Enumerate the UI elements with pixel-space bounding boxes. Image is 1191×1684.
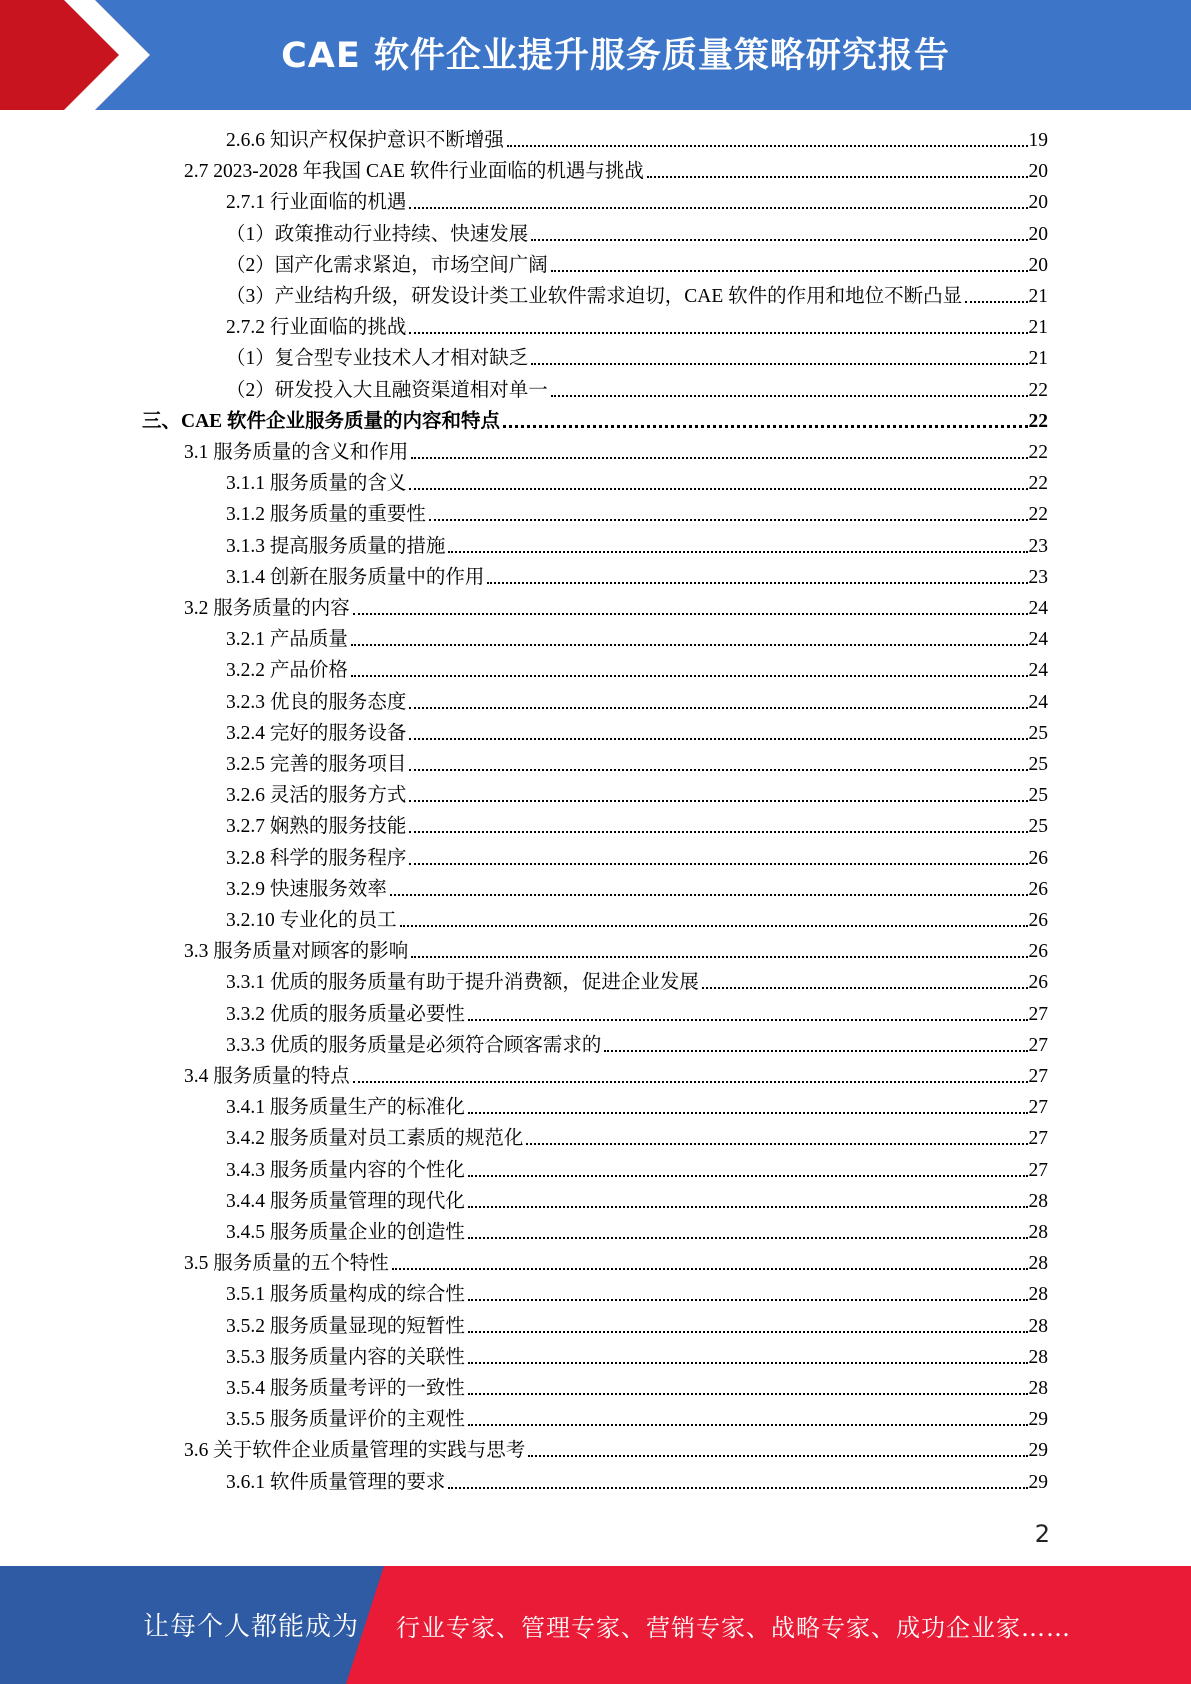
toc-entry[interactable] bbox=[184, 938, 1048, 966]
toc-entry-title: 3.2.2 产品价格 bbox=[226, 660, 348, 682]
toc-entry-page: 23 bbox=[1028, 535, 1048, 557]
toc-dot-leader bbox=[503, 424, 1027, 428]
toc-entry-page: 27 bbox=[1028, 1159, 1048, 1181]
toc-entry[interactable] bbox=[226, 221, 1048, 249]
toc-entry-title: 3.2.9 快速服务效率 bbox=[226, 878, 387, 900]
toc-dot-leader bbox=[392, 1267, 1028, 1270]
toc-entry-title: 2.6.6 知识产权保护意识不断增强 bbox=[226, 130, 504, 151]
toc-entry[interactable] bbox=[184, 595, 1048, 623]
toc-entry-page: 24 bbox=[1028, 691, 1048, 713]
toc-dot-leader bbox=[411, 456, 1027, 459]
page-footer bbox=[0, 1566, 1191, 1684]
toc-entry[interactable] bbox=[226, 689, 1048, 717]
toc-entry-page: 28 bbox=[1028, 1315, 1048, 1337]
toc-entry[interactable] bbox=[226, 127, 1048, 155]
toc-dot-leader bbox=[409, 799, 1027, 802]
toc-dot-leader bbox=[551, 394, 1028, 397]
toc-entry-page: 29 bbox=[1028, 1409, 1048, 1431]
toc-entry[interactable] bbox=[226, 1281, 1048, 1309]
toc-dot-leader bbox=[468, 1236, 1028, 1239]
toc-entry-title: 三、CAE 软件企业服务质量的内容和特点 bbox=[142, 410, 501, 432]
toc-entry[interactable] bbox=[142, 408, 1048, 436]
toc-entry-title: 3.2.8 科学的服务程序 bbox=[226, 847, 407, 869]
toc-entry-title: 3.6.1 软件质量管理的要求 bbox=[226, 1471, 446, 1493]
toc-entry-title: 3.2 服务质量的内容 bbox=[184, 598, 350, 619]
toc-entry[interactable] bbox=[226, 657, 1048, 685]
toc-entry-title: 3.3 服务质量对顾客的影响 bbox=[184, 941, 409, 963]
toc-entry[interactable] bbox=[226, 907, 1048, 935]
toc-entry[interactable] bbox=[226, 751, 1048, 779]
toc-entry-page: 25 bbox=[1028, 754, 1048, 775]
toc-entry-page: 27 bbox=[1028, 1128, 1048, 1150]
toc-entry-page: 24 bbox=[1028, 660, 1048, 682]
toc-entry[interactable] bbox=[226, 189, 1048, 217]
toc-entry-title: 2.7.1 行业面临的机遇 bbox=[226, 192, 407, 214]
toc-entry[interactable] bbox=[226, 564, 1048, 592]
toc-entry-page: 20 bbox=[1028, 161, 1048, 183]
toc-dot-leader bbox=[409, 706, 1027, 709]
toc-entry-page: 20 bbox=[1028, 254, 1048, 276]
toc-entry[interactable] bbox=[226, 501, 1048, 529]
toc-entry[interactable] bbox=[226, 813, 1048, 841]
toc-dot-leader bbox=[468, 1392, 1028, 1395]
toc-entry-title: 3.2.1 产品质量 bbox=[226, 629, 348, 651]
toc-entry-title: 3.1.3 提高服务质量的措施 bbox=[226, 535, 446, 557]
toc-entry-title: 3.2.4 完好的服务设备 bbox=[226, 722, 407, 744]
report-title: CAE 软件企业提升服务质量策略研究报告 bbox=[281, 36, 950, 76]
toc-dot-leader bbox=[409, 830, 1027, 833]
toc-dot-leader bbox=[409, 331, 1027, 334]
toc-entry[interactable] bbox=[226, 377, 1048, 405]
toc-entry-title: 3.5.3 服务质量内容的关联性 bbox=[226, 1346, 465, 1368]
toc-entry-page: 22 bbox=[1028, 504, 1048, 526]
toc-entry[interactable] bbox=[226, 1375, 1048, 1403]
toc-entry-title: （2）国产化需求紧迫，市场空间广阔 bbox=[226, 254, 548, 276]
toc-entry-page: 28 bbox=[1028, 1378, 1048, 1399]
toc-dot-leader bbox=[468, 1174, 1028, 1177]
toc-entry-title: 3.2.6 灵活的服务方式 bbox=[226, 785, 407, 807]
toc-dot-leader bbox=[468, 1018, 1028, 1021]
toc-entry-title: 3.5.4 服务质量考评的一致性 bbox=[226, 1378, 465, 1399]
toc-dot-leader bbox=[409, 206, 1027, 209]
toc-dot-leader bbox=[468, 1298, 1028, 1301]
toc-entry-page: 29 bbox=[1028, 1471, 1048, 1493]
toc-entry[interactable] bbox=[226, 470, 1048, 498]
toc-entry-page: 22 bbox=[1028, 410, 1048, 432]
toc-dot-leader bbox=[353, 1080, 1028, 1083]
toc-entry-title: 3.1.2 服务质量的重要性 bbox=[226, 504, 426, 526]
toc-entry[interactable] bbox=[226, 314, 1048, 342]
toc-entry-title: 3.5.1 服务质量构成的综合性 bbox=[226, 1284, 465, 1306]
toc-dot-leader bbox=[351, 674, 1028, 677]
toc-entry-page: 25 bbox=[1028, 816, 1048, 838]
toc-entry-page: 22 bbox=[1028, 379, 1048, 401]
toc-entry-page: 22 bbox=[1028, 473, 1048, 495]
toc-entry-page: 26 bbox=[1028, 941, 1048, 963]
toc-entry[interactable] bbox=[226, 626, 1048, 654]
toc-entry[interactable] bbox=[226, 1313, 1048, 1341]
toc-entry[interactable] bbox=[226, 345, 1048, 373]
toc-entry[interactable] bbox=[226, 720, 1048, 748]
toc-entry-page: 20 bbox=[1028, 223, 1048, 245]
toc-entry[interactable] bbox=[226, 1001, 1048, 1029]
page-header bbox=[0, 0, 1191, 110]
toc-entry[interactable] bbox=[226, 533, 1048, 561]
toc-entry-title: 3.4.5 服务质量企业的创造性 bbox=[226, 1222, 465, 1243]
toc-entry-page: 28 bbox=[1028, 1222, 1048, 1243]
toc-entry[interactable] bbox=[226, 969, 1048, 997]
toc-entry-title: 3.2.5 完善的服务项目 bbox=[226, 754, 407, 775]
toc-entry-title: 3.2.7 娴熟的服务技能 bbox=[226, 816, 407, 838]
toc-entry-page: 26 bbox=[1028, 910, 1048, 931]
toc-entry-title: 3.1.1 服务质量的含义 bbox=[226, 473, 407, 495]
toc-dot-leader bbox=[409, 737, 1027, 740]
toc-dot-leader bbox=[468, 1361, 1028, 1364]
toc-entry-page: 26 bbox=[1028, 878, 1048, 900]
toc-entry-title: 2.7.2 行业面临的挑战 bbox=[226, 317, 407, 339]
toc-dot-leader bbox=[351, 643, 1028, 646]
toc-entry-page: 27 bbox=[1028, 1066, 1048, 1087]
toc-entry[interactable] bbox=[226, 1219, 1048, 1247]
toc-dot-leader bbox=[507, 144, 1028, 147]
toc-entry-page: 24 bbox=[1028, 598, 1048, 619]
toc-entry-page: 23 bbox=[1028, 566, 1048, 588]
toc-entry[interactable] bbox=[226, 1344, 1048, 1372]
toc-dot-leader bbox=[468, 1423, 1028, 1426]
toc-entry-page: 28 bbox=[1028, 1346, 1048, 1368]
toc-dot-leader bbox=[468, 1111, 1028, 1114]
toc-dot-leader bbox=[528, 1454, 1027, 1457]
toc-entry[interactable] bbox=[184, 439, 1048, 467]
toc-entry[interactable] bbox=[226, 1032, 1048, 1060]
toc-entry-title: 3.3.3 优质的服务质量是必须符合顾客需求的 bbox=[226, 1034, 602, 1056]
toc-entry-title: 3.4.4 服务质量管理的现代化 bbox=[226, 1190, 465, 1212]
toc-dot-leader bbox=[448, 550, 1027, 553]
toc-dot-leader bbox=[468, 1205, 1028, 1208]
toc-entry-title: （2）研发投入大且融资渠道相对单一 bbox=[226, 379, 548, 401]
toc-entry-page: 28 bbox=[1028, 1253, 1048, 1275]
toc-entry-title: （1）复合型专业技术人才相对缺乏 bbox=[226, 348, 529, 370]
toc-dot-leader bbox=[411, 955, 1027, 958]
toc-dot-leader bbox=[468, 1330, 1028, 1333]
toc-entry[interactable] bbox=[226, 1125, 1048, 1153]
toc-entry-title: （3）产业结构升级，研发设计类工业软件需求迫切，CAE 软件的作用和地位不断凸显 bbox=[226, 286, 963, 307]
toc-entry-page: 21 bbox=[1028, 317, 1048, 339]
toc-entry-title: 3.3.2 优质的服务质量必要性 bbox=[226, 1003, 465, 1025]
toc-dot-leader bbox=[526, 1142, 1027, 1145]
toc-entry-title: 3.6 关于软件企业质量管理的实践与思考 bbox=[184, 1440, 526, 1462]
toc-entry-title: 3.3.1 优质的服务质量有助于提升消费额，促进企业发展 bbox=[226, 972, 699, 994]
toc-entry[interactable] bbox=[226, 1188, 1048, 1216]
toc-dot-leader bbox=[448, 1486, 1027, 1489]
footer-slogan-left: 让每个人都能成为 bbox=[143, 1612, 360, 1642]
toc-entry-page: 21 bbox=[1028, 348, 1048, 370]
toc-entry[interactable] bbox=[226, 845, 1048, 873]
toc-dot-leader bbox=[647, 175, 1028, 178]
toc-dot-leader bbox=[551, 269, 1028, 272]
toc-dot-leader bbox=[531, 238, 1027, 241]
toc-entry-title: （1）政策推动行业持续、快速发展 bbox=[226, 223, 529, 245]
toc-entry-title: 3.4.3 服务质量内容的个性化 bbox=[226, 1159, 465, 1181]
toc-dot-leader bbox=[702, 986, 1028, 989]
toc-dot-leader bbox=[487, 581, 1027, 584]
page-number: 2 bbox=[1034, 1520, 1050, 1548]
toc-entry-title: 3.1 服务质量的含义和作用 bbox=[184, 442, 409, 463]
footer-slogan-right: 行业专家、管理专家、营销专家、战略专家、成功企业家…… bbox=[396, 1614, 1071, 1642]
toc-entry[interactable] bbox=[226, 782, 1048, 810]
toc-entry-title: 3.5.2 服务质量显现的短暂性 bbox=[226, 1315, 465, 1337]
toc-entry[interactable] bbox=[226, 1157, 1048, 1185]
toc-entry-page: 28 bbox=[1028, 1190, 1048, 1212]
toc-entry[interactable] bbox=[226, 1469, 1048, 1497]
toc-dot-leader bbox=[965, 300, 1027, 303]
toc-dot-leader bbox=[409, 768, 1027, 771]
toc-entry-page: 20 bbox=[1028, 192, 1048, 214]
toc-entry-page: 22 bbox=[1028, 442, 1048, 463]
toc-entry-page: 21 bbox=[1028, 286, 1048, 307]
toc-entry[interactable] bbox=[184, 158, 1048, 186]
toc-entry[interactable] bbox=[184, 1063, 1048, 1091]
toc-entry[interactable] bbox=[226, 1094, 1048, 1122]
toc-dot-leader bbox=[390, 893, 1028, 896]
toc-entry-title: 2.7 2023-2028 年我国 CAE 软件行业面临的机遇与挑战 bbox=[184, 161, 644, 183]
toc-entry-title: 3.5 服务质量的五个特性 bbox=[184, 1253, 389, 1275]
toc-entry-title: 3.4.1 服务质量生产的标准化 bbox=[226, 1097, 465, 1119]
toc-dot-leader bbox=[604, 1049, 1027, 1052]
toc-entry[interactable] bbox=[226, 876, 1048, 904]
toc-entry-page: 28 bbox=[1028, 1284, 1048, 1306]
toc-entry[interactable] bbox=[226, 1406, 1048, 1434]
toc-dot-leader bbox=[409, 862, 1027, 865]
toc-entry-page: 27 bbox=[1028, 1034, 1048, 1056]
toc-entry-page: 27 bbox=[1028, 1003, 1048, 1025]
toc-entry[interactable] bbox=[184, 1437, 1048, 1465]
toc-entry-page: 24 bbox=[1028, 629, 1048, 651]
toc-entry-page: 27 bbox=[1028, 1097, 1048, 1119]
toc-dot-leader bbox=[531, 362, 1027, 365]
toc-dot-leader bbox=[400, 924, 1028, 927]
toc-dot-leader bbox=[429, 518, 1028, 521]
toc-entry-page: 19 bbox=[1028, 130, 1048, 151]
toc-dot-leader bbox=[409, 487, 1027, 490]
toc-entry[interactable] bbox=[226, 252, 1048, 280]
toc-entry-title: 3.4 服务质量的特点 bbox=[184, 1066, 350, 1087]
toc-entry[interactable] bbox=[226, 283, 1048, 311]
toc-entry-title: 3.4.2 服务质量对员工素质的规范化 bbox=[226, 1128, 524, 1150]
toc-entry-page: 25 bbox=[1028, 785, 1048, 807]
toc-entry-title: 3.2.3 优良的服务态度 bbox=[226, 691, 407, 713]
toc-entry-title: 3.5.5 服务质量评价的主观性 bbox=[226, 1409, 465, 1431]
toc-entry-page: 26 bbox=[1028, 847, 1048, 869]
toc-entry-page: 29 bbox=[1028, 1440, 1048, 1462]
toc-entry[interactable] bbox=[184, 1250, 1048, 1278]
toc-entry-title: 3.2.10 专业化的员工 bbox=[226, 910, 397, 931]
toc-entry-title: 3.1.4 创新在服务质量中的作用 bbox=[226, 566, 485, 588]
toc-entry-page: 25 bbox=[1028, 722, 1048, 744]
toc-dot-leader bbox=[353, 612, 1028, 615]
toc-entry-page: 26 bbox=[1028, 972, 1048, 994]
